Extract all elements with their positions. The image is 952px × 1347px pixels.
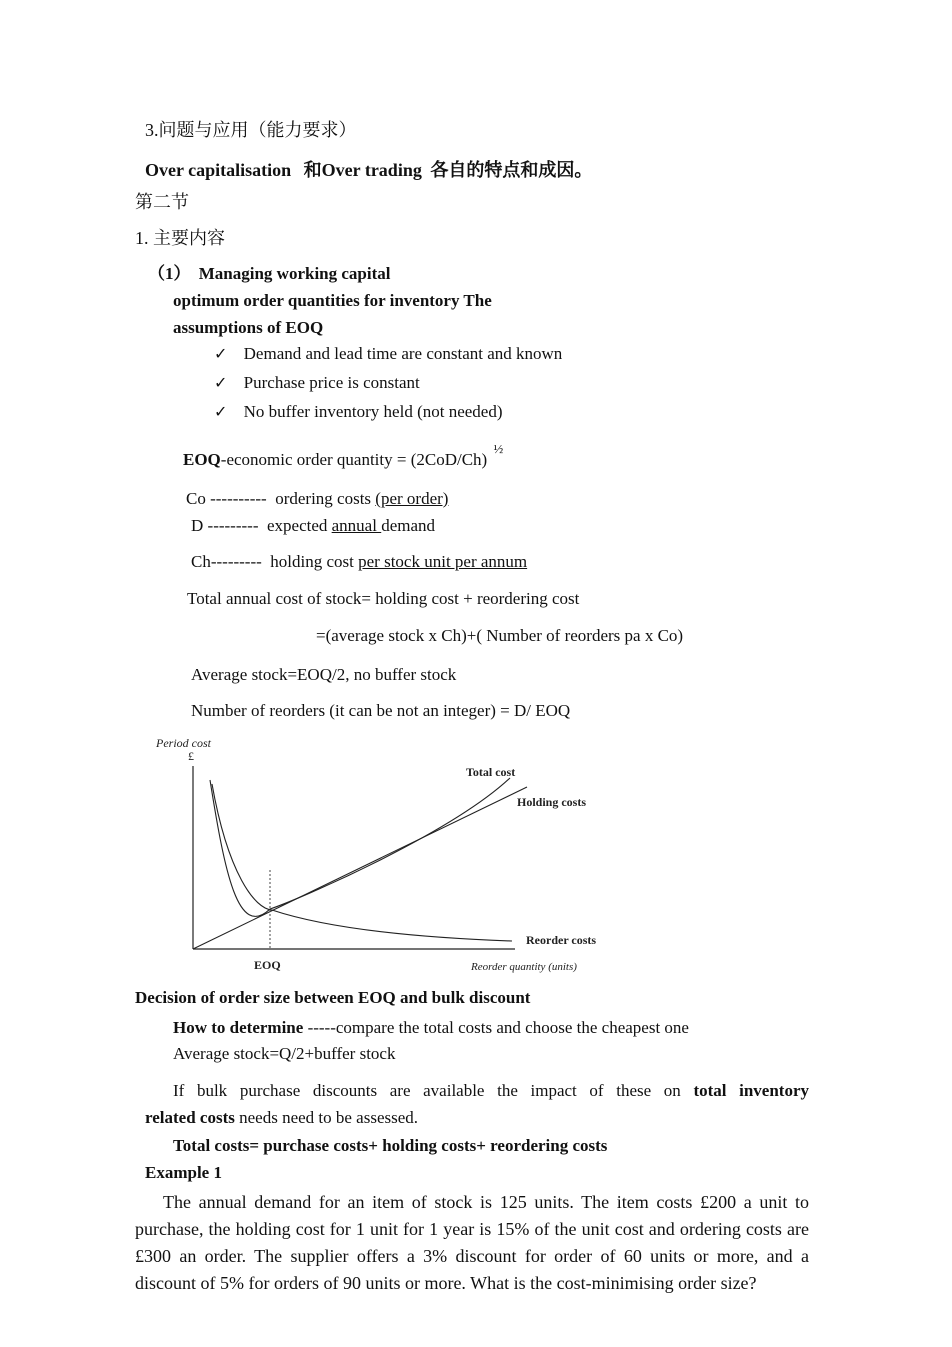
over-trading-term: 和Over trading [303,160,422,180]
decision-heading: Decision of order size between EOQ and bulk discount [135,988,531,1007]
x-axis-label: Reorder quantity (units) [471,961,577,973]
eoq-cost-chart [150,734,630,978]
assumption-text: Demand and lead time are constant and known [243,344,563,363]
bulk-discount-line-2 [145,1108,418,1128]
co-prefix: Co ---------- ordering costs [186,489,376,508]
example-text: The annual demand for an item of stock is 125 units. The item costs £200 a unit to purchase, the holding cost for 1 unit for 1 year is 15% of the unit cost and ordering costs are £300 an order. The supplier offers a 3% discount for order of 60 units or more, and a discount of 5% for orders of 90 units or more. What is the cost-minimising order size? [135,1192,809,1293]
over-cap-term: Over capitalisation [145,160,292,180]
total-cost-line: Total annual cost of stock= holding cost + reordering cost [187,589,580,608]
average-stock-q-line: Average stock=Q/2+buffer stock [173,1044,396,1063]
total-cost-curve [210,778,510,916]
managing-working-capital-heading [148,259,391,284]
legend-total-cost: Total cost [466,765,516,779]
eoq-formula [183,441,504,470]
assumption-item [214,402,503,422]
how-to-determine-text: -----compare the total costs and choose the cheapest one [303,1018,689,1037]
example-heading: Example 1 [145,1163,222,1182]
over-capitalisation-line [145,156,592,182]
legend-holding-costs: Holding costs [517,795,587,809]
y-axis-label: Period cost [156,736,211,750]
section-3-heading: 3.问题与应用（能力要求） [145,120,357,140]
d-suffix: demand [381,516,436,535]
checkmark-icon: ✓ [214,402,228,421]
eoq-term: EOQ [183,450,221,469]
bulk-bold-1: total inventory [693,1081,810,1100]
bulk-text-2: needs need to be assessed. [234,1108,419,1127]
eoq-intro-line-2: assumptions of EOQ [173,318,324,337]
total-costs-formula: Total costs= purchase costs+ holding costs+ reordering costs [173,1136,608,1155]
ch-prefix: Ch--------- holding cost [191,552,359,571]
co-underlined: (per order) [375,489,449,508]
eoq-formula-text: -economic order quantity = (2CoD/Ch) [220,450,488,469]
eoq-intro-line-1: optimum order quantities for inventory The [173,291,492,310]
ch-definition [191,552,527,572]
assumption-text: No buffer inventory held (not needed) [243,402,503,421]
bulk-discount-line-1 [173,1081,809,1101]
bulk-bold-2: related costs [145,1108,235,1127]
number-of-reorders-line: Number of reorders (it can be not an integer) = D/ EOQ [191,701,571,720]
eoq-exponent: ½ [493,441,504,456]
heading-text: Managing working capital [198,264,391,283]
assumption-item [214,344,562,364]
holding-costs-line [193,787,527,949]
checkmark-icon: ✓ [214,373,228,392]
d-underlined: annual [331,516,382,535]
ch-underlined: per stock unit per annum [358,552,528,571]
checkmark-icon: ✓ [214,344,228,363]
co-definition [186,489,448,509]
eoq-label: EOQ [254,958,281,972]
assumption-item [214,373,420,393]
assumption-text: Purchase price is constant [243,373,420,392]
section-title: 第二节 [135,192,189,212]
d-definition [191,516,435,536]
bulk-text-1: If bulk purchase discounts are available the impact of these on [173,1081,694,1100]
main-content-heading: 1. 主要内容 [135,228,225,248]
y-axis-unit: £ [188,749,194,763]
legend-reorder-costs: Reorder costs [526,933,597,947]
heading-number: （1） [148,264,191,283]
over-cap-question: 各自的特点和成因。 [430,160,593,180]
how-to-determine-term: How to determine [173,1018,304,1037]
d-prefix: D --------- expected [191,516,332,535]
total-cost-formula: =(average stock x Ch)+( Number of reorders pa x Co) [316,626,684,645]
how-to-determine-line [173,1018,689,1038]
average-stock-line: Average stock=EOQ/2, no buffer stock [191,665,457,684]
